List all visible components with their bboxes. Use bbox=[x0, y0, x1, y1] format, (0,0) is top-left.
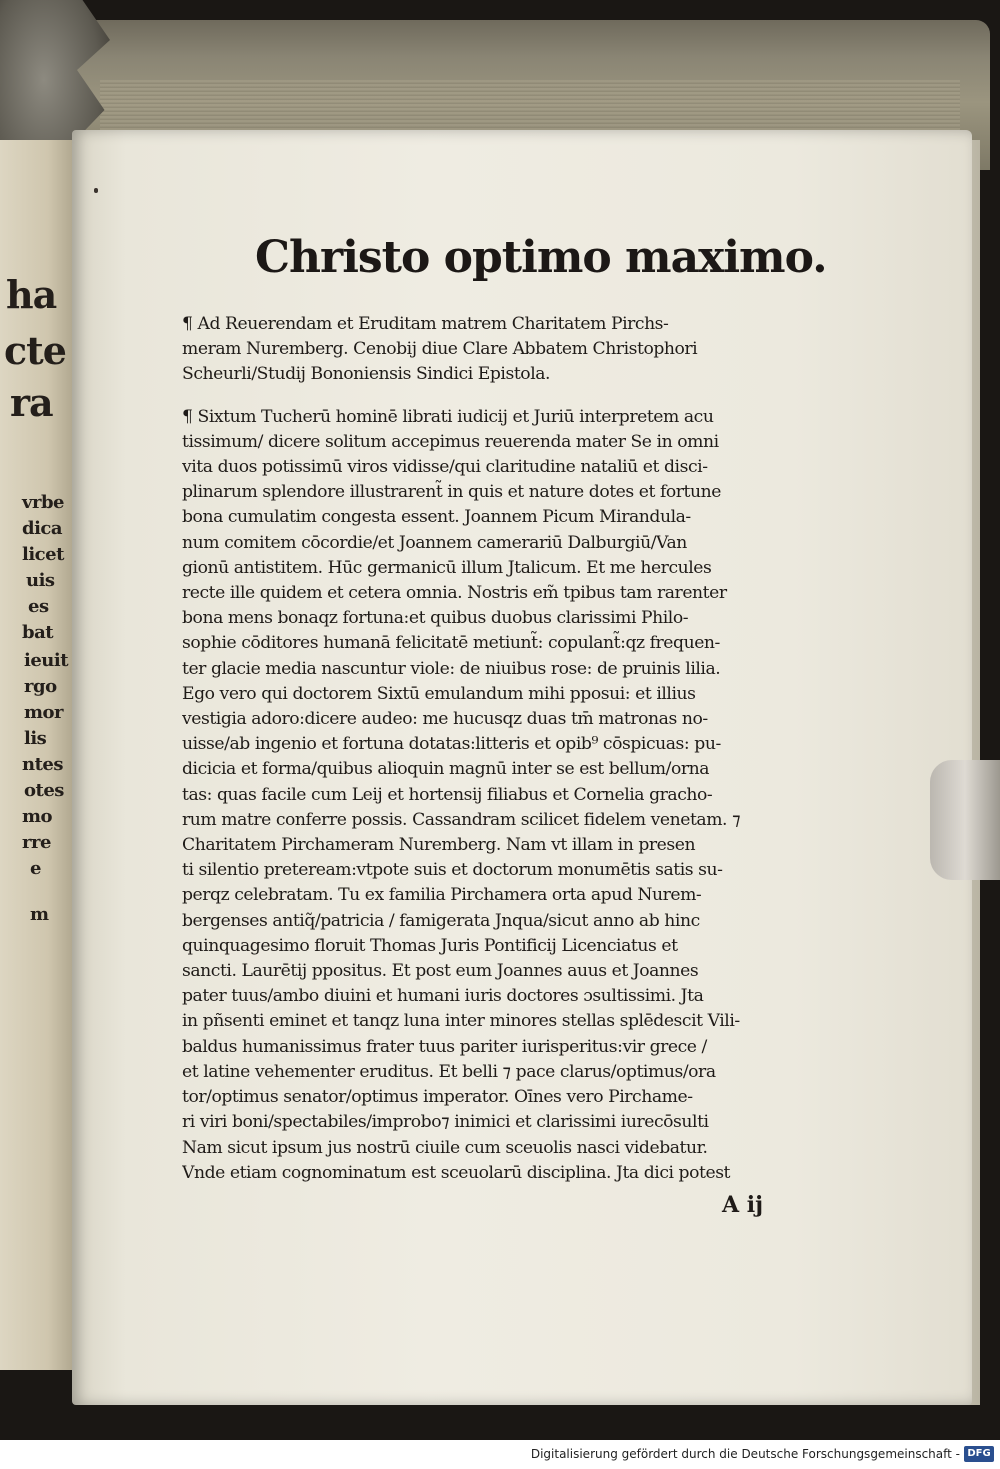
text-line: et latine vehementer eruditus. Et belli ⁊ pace clarus/optimus/ora bbox=[182, 1061, 716, 1082]
color-chart-clip bbox=[930, 760, 1000, 880]
left-page-fragment: licet bbox=[22, 544, 64, 565]
dfg-logo: DFG bbox=[964, 1446, 994, 1462]
text-line: tor/optimus senator/optimus imperator. Oīnes vero Pirchame- bbox=[182, 1087, 693, 1108]
text-line: sancti. Laurētij ppositus. Et post eum Joannes auus et Joannes bbox=[182, 961, 699, 982]
left-page-fragment: uis bbox=[26, 570, 55, 591]
text-line: ¶ Sixtum Tucherū hominē librati iudicij et Juriū interpretem acu bbox=[182, 406, 714, 427]
text-line: meram Nuremberg. Cenobij diue Clare Abbatem Christophori bbox=[182, 339, 698, 360]
signature-mark: A ij bbox=[722, 1192, 764, 1218]
text-line: num comitem cōcordie/et Joannem camerariū Dalburgiū/Van bbox=[182, 532, 687, 553]
left-page-fragment: ieuit bbox=[24, 650, 69, 671]
text-line: in pñsenti eminet et tanqz luna inter minores stellas splēdescit Vili- bbox=[182, 1011, 740, 1032]
text-line: Charitatem Pirchameram Nuremberg. Nam vt illam in presen bbox=[182, 835, 696, 856]
text-line: tissimum/ dicere solitum accepimus reuerenda mater Se in omni bbox=[182, 431, 719, 452]
text-line: bona cumulatim congesta essent. Joannem Picum Mirandula- bbox=[182, 507, 691, 528]
left-page-fragment: vrbe bbox=[22, 492, 64, 513]
left-page-fragment: e bbox=[30, 858, 41, 879]
left-page-fragment: ra bbox=[10, 380, 53, 425]
text-line: Scheurli/Studij Bononiensis Sindici Epistola. bbox=[182, 364, 551, 385]
text-line: bona mens bonaqz fortuna:et quibus duobus clarissimi Philo- bbox=[182, 608, 689, 629]
left-facing-page bbox=[0, 140, 80, 1370]
ink-mark bbox=[94, 188, 98, 193]
text-line: Nam sicut ipsum jus nostrū ciuile cum sceuolis nasci videbatur. bbox=[182, 1137, 708, 1158]
text-line: recte ille quidem et cetera omnia. Nostris em̃ tpibus tam rarenter bbox=[182, 583, 727, 604]
text-line: quinquagesimo floruit Thomas Juris Pontificij Licenciatus et bbox=[182, 935, 678, 956]
left-page-fragment: lis bbox=[24, 728, 47, 749]
text-line: tas: quas facile cum Leij et hortensij filiabus et Cornelia gracho- bbox=[182, 784, 713, 805]
text-line: ter glacie media nascuntur viole: de niuibus rose: de pruinis lilia. bbox=[182, 658, 721, 679]
text-line: baldus humanissimus frater tuus pariter iurisperitus:vir grece / bbox=[182, 1036, 707, 1057]
text-line: ¶ Ad Reuerendam et Eruditam matrem Charitatem Pirchs- bbox=[182, 314, 669, 334]
left-page-fragment: otes bbox=[24, 780, 64, 801]
left-page-fragment: rre bbox=[22, 832, 51, 853]
left-page-fragment: dica bbox=[22, 518, 63, 539]
left-page-fragment: ha bbox=[6, 272, 57, 317]
text-line: perqz celebratam. Tu ex familia Pirchamera orta apud Nurem- bbox=[182, 885, 702, 906]
funding-credit: Digitalisierung gefördert durch die Deutsche Forschungsgemeinschaft - bbox=[530, 1447, 960, 1461]
text-line: gionū antistitem. Hūc germanicū illum Jtalicum. Et me hercules bbox=[182, 557, 712, 578]
left-page-fragment: bat bbox=[22, 622, 54, 643]
text-line: vita duos potissimū viros vidisse/qui claritudine nataliū et disci- bbox=[182, 457, 708, 478]
left-page-fragment: mor bbox=[24, 702, 64, 723]
page-title: Christo optimo maximo. bbox=[255, 232, 827, 283]
text-line: uisse/ab ingenio et fortuna dotatas:litteris et opib⁹ cōspicuas: pu- bbox=[182, 734, 721, 755]
text-line: bergenses antiq̃/patricia / famigerata Jnqua/sicut anno ab hinc bbox=[182, 910, 700, 931]
text-line: Ego vero qui doctorem Sixtū emulandum mihi pposui: et illius bbox=[182, 683, 696, 704]
credit-bar bbox=[0, 1440, 1000, 1469]
text-line: ti silentio preteream:vtpote suis et doctorum monumētis satis su- bbox=[182, 860, 723, 881]
left-page-fragment: rgo bbox=[24, 676, 57, 697]
left-page-fragment: es bbox=[28, 596, 49, 617]
text-line: Vnde etiam cognominatum est sceuolarū disciplina. Jta dici potest bbox=[182, 1162, 731, 1183]
text-line: rum matre conferre possis. Cassandram scilicet fidelem venetam. ⁊ bbox=[182, 809, 741, 830]
text-line: vestigia adoro:dicere audeo: me hucusqz duas tm̄ matronas no- bbox=[182, 709, 708, 730]
left-page-fragment: m bbox=[30, 904, 49, 925]
text-block bbox=[182, 312, 794, 1186]
address-paragraph bbox=[182, 312, 794, 388]
left-page-fragment: ntes bbox=[22, 754, 63, 775]
text-line: dicicia et forma/quibus alioquin magnū inter se est bellum/orna bbox=[182, 759, 710, 780]
body-paragraph bbox=[182, 405, 794, 1186]
text-line: plinarum splendore illustrarent̃ in quis et nature dotes et fortune bbox=[182, 482, 721, 503]
text-line: ri viri boni/spectabiles/improbo⁊ inimici et clarissimi iurecōsulti bbox=[182, 1112, 709, 1133]
text-line: pater tuus/ambo diuini et humani iuris doctores ɔsultissimi. Jta bbox=[182, 986, 704, 1007]
left-page-fragment: cte bbox=[4, 328, 66, 373]
left-page-fragment: mo bbox=[22, 806, 53, 827]
text-line: sophie cōditores humanā felicitatē metiunt̃: copulant̃:qz frequen- bbox=[182, 633, 720, 654]
